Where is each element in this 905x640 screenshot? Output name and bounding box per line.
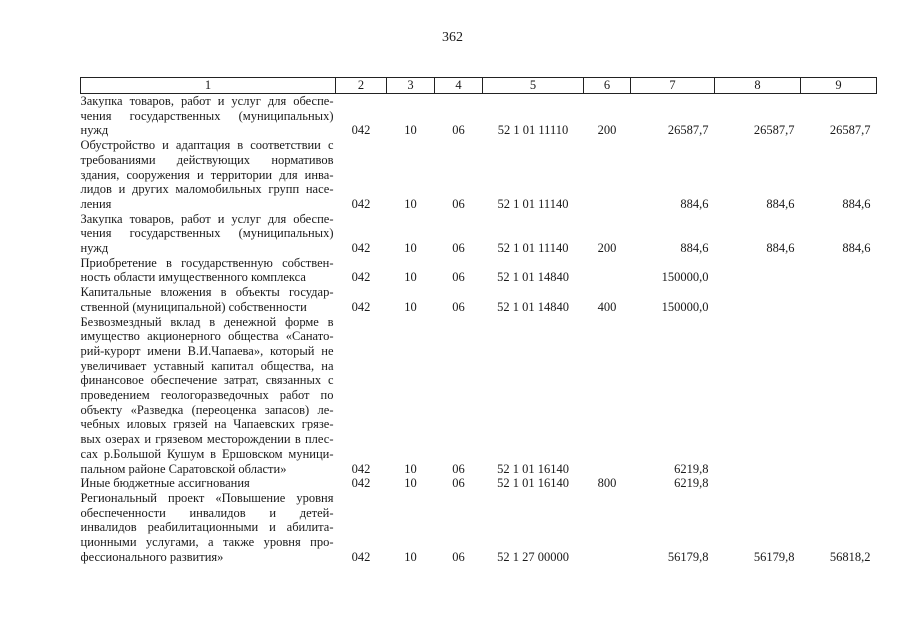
cell-c3: 10 [404, 270, 417, 285]
table-header-row [81, 78, 877, 94]
row-name-line: Региональный проект «Повышение уровня [80, 490, 334, 505]
table-row [81, 491, 877, 565]
cell-c8: 884,6 [766, 196, 795, 211]
cell-c9: 884,6 [842, 196, 871, 211]
table-row [81, 476, 877, 491]
cell-c3: 10 [404, 476, 417, 491]
row-name-line: Закупка товаров, работ и услуг для обеспе- [80, 94, 334, 108]
row-name-line: здания, сооружения и территории для инва- [80, 167, 334, 182]
row-name-line: ления [80, 196, 112, 211]
cell-c9: 56818,2 [829, 549, 871, 564]
cell-c9 [801, 476, 877, 491]
column-header: 9 [801, 78, 877, 94]
cell-c4: 06 [452, 241, 465, 256]
cell-c5: 52 1 27 00000 [497, 549, 569, 564]
cell-c4: 06 [452, 476, 465, 491]
row-name-cell [81, 476, 336, 491]
cell-c3: 10 [404, 123, 417, 138]
cell-c3: 10 [404, 241, 417, 256]
cell-c2: 042 [351, 461, 371, 476]
column-header: 8 [715, 78, 801, 94]
row-name-line: сах р.Большой Кушум в Ершовском муници- [80, 446, 334, 461]
cell-c5: 52 1 01 14840 [497, 270, 569, 285]
cell-c9: 884,6 [842, 241, 871, 256]
row-name-cell [81, 315, 336, 477]
column-header: 1 [81, 78, 336, 94]
cell-c7: 150000,0 [661, 270, 709, 285]
cell-c7: 884,6 [680, 196, 709, 211]
column-header: 5 [483, 78, 584, 94]
row-name-line: пальном районе Саратовской области» [80, 461, 287, 476]
row-name-line: ность области имущественного комплекса [80, 270, 306, 285]
row-name-line: Приобретение в государственную собствен- [80, 255, 334, 270]
cell-c9: 26587,7 [829, 123, 871, 138]
cell-c3: 10 [404, 299, 417, 314]
cell-c2: 042 [351, 270, 371, 285]
cell-c7: 56179,8 [667, 549, 709, 564]
row-name-line: чения государственных (муниципальных) [80, 108, 334, 123]
table-row [81, 285, 877, 314]
cell-c5: 52 1 01 16140 [497, 461, 569, 476]
row-name-cell [81, 94, 336, 139]
cell-c7: 6219,8 [674, 476, 709, 491]
table-row [81, 315, 877, 477]
cell-c6: 400 [597, 299, 617, 314]
cell-c8: 884,6 [766, 241, 795, 256]
table-row [81, 138, 877, 212]
row-name-cell [81, 256, 336, 285]
cell-c9 [801, 285, 877, 314]
row-name-cell [81, 285, 336, 314]
row-name-line: Безвозмездный вклад в денежной форме в [80, 314, 334, 329]
row-name-line: фессионального развития» [80, 549, 224, 564]
cell-c5: 52 1 01 11140 [497, 196, 569, 211]
cell-c4: 06 [452, 123, 465, 138]
table-row [81, 94, 877, 139]
row-name-line: вых озерах и грязевом месторождении в плес- [80, 432, 334, 447]
row-name-line: проведением геологоразведочных работ по [80, 388, 334, 403]
cell-c6 [584, 256, 631, 285]
cell-c8 [715, 315, 801, 477]
row-name-cell [81, 212, 336, 256]
row-name-line: Капитальные вложения в объекты государ- [80, 285, 334, 300]
row-name-line: имущество акционерного общества «Санато- [80, 329, 334, 344]
row-name-line: инвалидов реабилитационными и абилита- [80, 520, 334, 535]
table-row [81, 212, 877, 256]
cell-c8 [715, 285, 801, 314]
cell-c3: 10 [404, 461, 417, 476]
row-name-line: финансовое обеспечение затрат, связанных с [80, 373, 334, 388]
cell-c6 [584, 315, 631, 477]
cell-c4: 06 [452, 549, 465, 564]
row-name-line: требованиями действующих нормативов [80, 152, 334, 167]
cell-c8: 26587,7 [753, 123, 795, 138]
cell-c5: 52 1 01 11110 [497, 123, 569, 138]
row-name-line: увеличивает уставный капитал общества, на [80, 358, 334, 373]
row-name-line: рий-курорт имени В.И.Чапаева», который не [80, 343, 334, 358]
row-name-line: Закупка товаров, работ и услуг для обеспе- [80, 211, 334, 226]
row-name-cell [81, 138, 336, 212]
row-name-line: обеспеченности инвалидов и детей- [80, 505, 334, 520]
row-name-line: ционными услугами, а также уровня про- [80, 535, 334, 550]
page-number: 362 [442, 30, 463, 45]
cell-c7: 884,6 [680, 241, 709, 256]
cell-c7: 6219,8 [674, 461, 709, 476]
cell-c5: 52 1 01 11140 [497, 241, 569, 256]
cell-c5: 52 1 01 16140 [497, 476, 569, 491]
table-body [81, 94, 877, 565]
column-header: 4 [435, 78, 483, 94]
cell-c4: 06 [452, 461, 465, 476]
cell-c2: 042 [351, 196, 371, 211]
cell-c6: 800 [597, 476, 617, 491]
cell-c7: 26587,7 [667, 123, 709, 138]
cell-c2: 042 [351, 299, 371, 314]
cell-c3: 10 [404, 196, 417, 211]
cell-c6 [584, 138, 631, 212]
column-header: 7 [631, 78, 715, 94]
row-name-line: нужд [80, 241, 109, 256]
cell-c6: 200 [597, 123, 617, 138]
cell-c3: 10 [404, 549, 417, 564]
cell-c2: 042 [351, 476, 371, 491]
column-header: 6 [584, 78, 631, 94]
row-name-line: чения государственных (муниципальных) [80, 226, 334, 241]
cell-c8 [715, 256, 801, 285]
column-header: 2 [336, 78, 387, 94]
row-name-cell [81, 491, 336, 565]
cell-c8: 56179,8 [753, 549, 795, 564]
cell-c9 [801, 256, 877, 285]
cell-c4: 06 [452, 196, 465, 211]
cell-c2: 042 [351, 123, 371, 138]
cell-c7: 150000,0 [661, 299, 709, 314]
cell-c4: 06 [452, 299, 465, 314]
cell-c5: 52 1 01 14840 [497, 299, 569, 314]
budget-table [80, 77, 877, 565]
column-header: 3 [387, 78, 435, 94]
row-name-line: ственной (муниципальной) собственности [80, 299, 307, 314]
cell-c4: 06 [452, 270, 465, 285]
row-name-line: Обустройство и адаптация в соответствии с [80, 138, 334, 153]
cell-c8 [715, 476, 801, 491]
cell-c6 [584, 491, 631, 565]
cell-c2: 042 [351, 549, 371, 564]
row-name-line: Иные бюджетные ассигнования [80, 476, 250, 491]
cell-c6: 200 [597, 241, 617, 256]
table-row [81, 256, 877, 285]
row-name-line: лидов и других маломобильных групп насе- [80, 182, 334, 197]
cell-c2: 042 [351, 241, 371, 256]
row-name-line: объекту «Разведка (переоценка запасов) ле- [80, 402, 334, 417]
cell-c9 [801, 315, 877, 477]
row-name-line: нужд [80, 123, 109, 138]
row-name-line: чебных иловых грязей на Чапаевских грязе- [80, 417, 334, 432]
